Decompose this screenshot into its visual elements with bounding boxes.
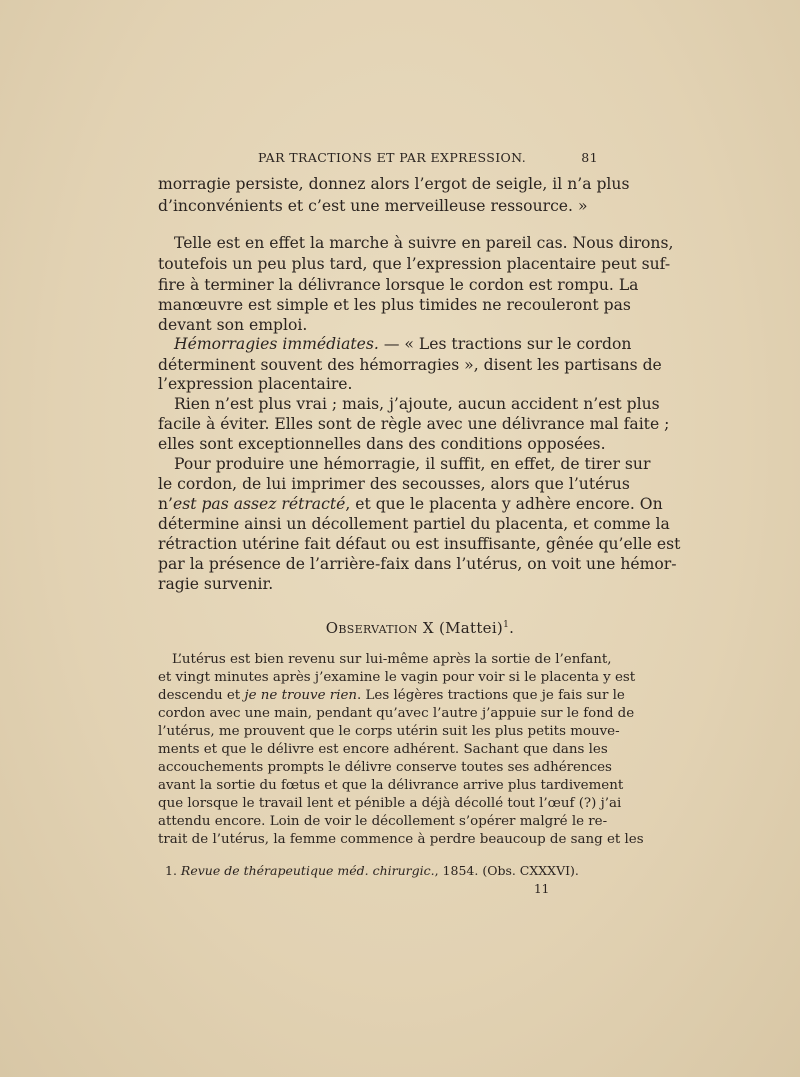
- observation-line: accouchements prompts le délivre conserve toutes ses adhérences: [158, 760, 612, 775]
- text-line: elles sont exceptionnelles dans des conditions opposées.: [158, 435, 606, 453]
- footnote-number: 1.: [165, 863, 177, 878]
- text-line: fire à terminer la délivrance lorsque le cordon est rompu. La: [158, 276, 639, 294]
- text-line: par la présence de l’arrière-faix dans l’utérus, on voit une hémor-: [158, 555, 677, 573]
- text-line: Rien n’est plus vrai ; mais, j’ajoute, aucun accident n’est plus: [174, 395, 660, 413]
- text-line: détermine ainsi un décollement partiel du placenta, et comme la: [158, 515, 670, 533]
- heading-period: .: [509, 619, 515, 637]
- text-line: morragie persiste, donnez alors l’ergot de seigle, il n’a plus: [158, 175, 630, 193]
- running-header: [158, 150, 598, 170]
- italic-span: est pas assez rétracté: [173, 495, 346, 513]
- observation-line: L’utérus est bien revenu sur lui-même après la sortie de l’enfant,: [172, 652, 612, 667]
- text-span: . Les légères tractions que je fais sur le: [357, 688, 625, 703]
- text-line: déterminent souvent des hémorragies », disent les partisans de: [158, 356, 662, 374]
- text-line: l’expression placentaire.: [158, 375, 353, 393]
- footnote-mark: 1: [503, 620, 510, 630]
- page-number: 81: [581, 150, 598, 165]
- running-title: PAR TRACTIONS ET PAR EXPRESSION.: [258, 150, 527, 165]
- text-line: ragie survenir.: [158, 575, 274, 593]
- text-line: toutefois un peu plus tard, que l’expression placentaire peut suf-: [158, 255, 671, 273]
- observation-heading: [0, 619, 800, 637]
- italic-span: je ne trouve rien: [244, 688, 358, 703]
- observation-line: et vingt minutes après j’examine le vagin pour voir si le placenta y est: [158, 670, 636, 685]
- observation-line: que lorsque le travail lent et pénible a déjà décollé tout l’œuf (?) j’ai: [158, 796, 622, 811]
- signature-mark: 11: [534, 882, 550, 896]
- text-line: [158, 494, 663, 514]
- text-span: descendu et: [158, 688, 245, 703]
- footnote: [165, 863, 579, 878]
- text-span: n’: [158, 495, 173, 513]
- text-line: Telle est en effet la marche à suivre en pareil cas. Nous dirons,: [174, 234, 674, 252]
- text-line: Pour produire une hémorragie, il suffit, en effet, de tirer sur: [174, 455, 651, 473]
- text-line: d’inconvénients et c’est une merveilleuse ressource. »: [158, 197, 588, 215]
- observation-author: (Mattei): [438, 619, 504, 637]
- text-span: — « Les tractions sur le cordon: [378, 335, 632, 353]
- footnote-journal: Revue de thérapeutique méd. chirurgic.: [180, 863, 435, 878]
- observation-line: trait de l’utérus, la femme commence à perdre beaucoup de sang et les: [158, 832, 644, 847]
- text-line: [174, 334, 632, 354]
- observation-line: l’utérus, me prouvent que le corps utérin suit les plus petits mouve-: [158, 724, 620, 739]
- section-heading: Hémorragies immédiates.: [174, 335, 379, 353]
- text-line: manœuvre est simple et les plus timides ne recouleront pas: [158, 296, 631, 314]
- text-line: devant son emploi.: [158, 316, 308, 334]
- text-line: rétraction utérine fait défaut ou est insuffisante, gênée qu’elle est: [158, 535, 681, 553]
- observation-line: ments et que le délivre est encore adhérent. Sachant que dans les: [158, 742, 608, 757]
- observation-label: Observation X: [325, 619, 434, 637]
- observation-line: cordon avec une main, pendant qu’avec l’autre j’appuie sur le fond de: [158, 706, 635, 721]
- text-line: facile à éviter. Elles sont de règle avec une délivrance mal faite ;: [158, 415, 670, 433]
- text-line: le cordon, de lui imprimer des secousses, alors que l’utérus: [158, 475, 630, 493]
- text-span: , et que le placenta y adhère encore. On: [345, 495, 663, 513]
- observation-line: [158, 687, 625, 705]
- footnote-details: , 1854. (Obs. CXXXVI).: [434, 863, 579, 878]
- observation-line: avant la sortie du fœtus et que la délivrance arrive plus tardivement: [158, 778, 624, 793]
- observation-line: attendu encore. Loin de voir le décollement s’opérer malgré le re-: [158, 814, 608, 829]
